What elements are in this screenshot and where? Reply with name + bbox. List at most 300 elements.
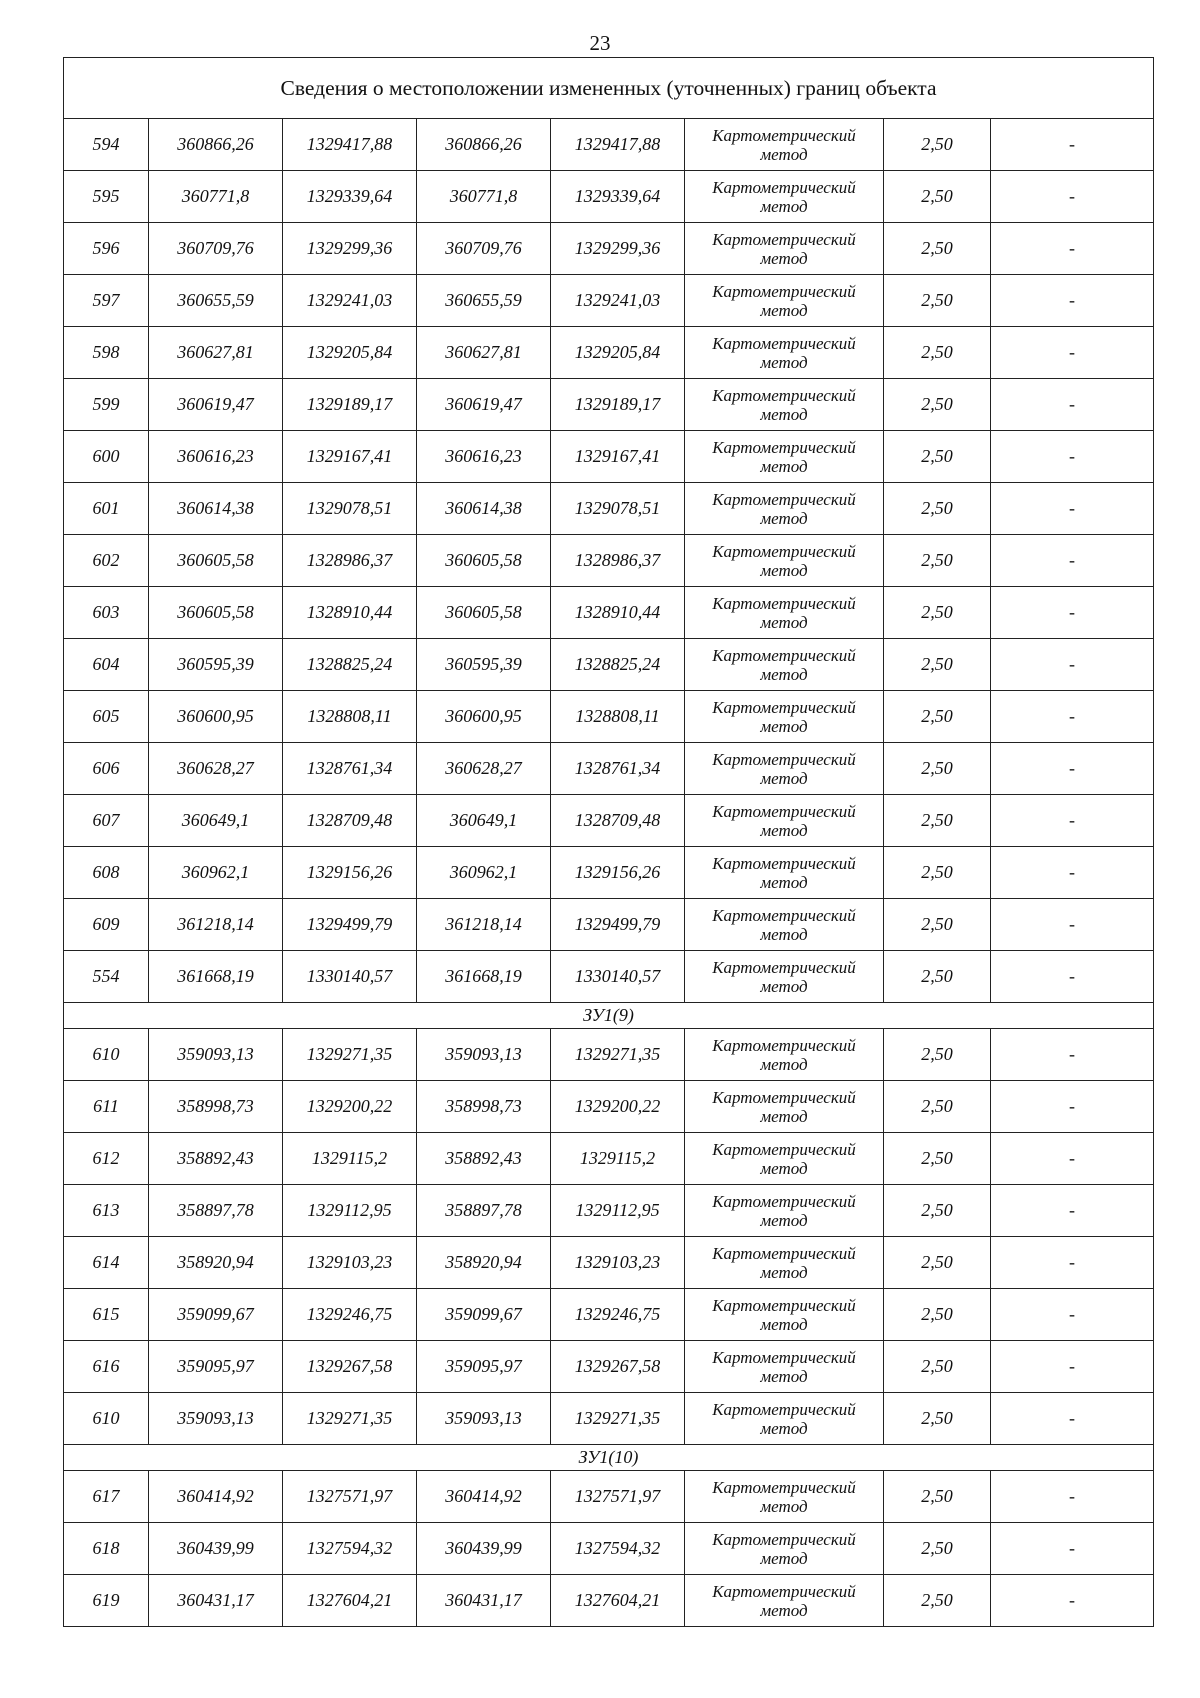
section-header-row [64, 1445, 1154, 1471]
refined-y-cell: 1329417,88 [551, 119, 685, 171]
refined-y-cell: 1329271,35 [551, 1029, 685, 1081]
method-line-1: Картометрический [712, 282, 856, 301]
method-line-2: метод [760, 925, 808, 944]
point-number-cell: 596 [64, 223, 149, 275]
method-line-2: метод [760, 1159, 808, 1178]
refined-x-cell: 360962,1 [417, 847, 551, 899]
point-number-cell: 610 [64, 1029, 149, 1081]
method-line-1: Картометрический [712, 1400, 856, 1419]
table-row [64, 743, 1154, 795]
method-cell [685, 275, 884, 327]
note-cell: - [991, 1523, 1154, 1575]
refined-x-cell: 358892,43 [417, 1133, 551, 1185]
point-number-cell: 610 [64, 1393, 149, 1445]
point-number-cell: 608 [64, 847, 149, 899]
method-line-1: Картометрический [712, 542, 856, 561]
existing-x-cell: 360655,59 [149, 275, 283, 327]
point-number-cell: 606 [64, 743, 149, 795]
refined-x-cell: 361668,19 [417, 951, 551, 1003]
refined-x-cell: 358897,78 [417, 1185, 551, 1237]
method-cell [685, 951, 884, 1003]
refined-x-cell: 359095,97 [417, 1341, 551, 1393]
accuracy-cell: 2,50 [884, 327, 991, 379]
method-cell [685, 379, 884, 431]
refined-x-cell: 360414,92 [417, 1471, 551, 1523]
existing-y-cell: 1329267,58 [283, 1341, 417, 1393]
section-label: ЗУ1(10) [64, 1445, 1154, 1471]
method-cell [685, 1081, 884, 1133]
method-line-2: метод [760, 1497, 808, 1516]
accuracy-cell: 2,50 [884, 535, 991, 587]
note-cell: - [991, 1471, 1154, 1523]
existing-x-cell: 359093,13 [149, 1029, 283, 1081]
refined-x-cell: 360771,8 [417, 171, 551, 223]
table-row [64, 119, 1154, 171]
refined-y-cell: 1329499,79 [551, 899, 685, 951]
note-cell: - [991, 535, 1154, 587]
method-cell [685, 743, 884, 795]
table-title-row [64, 58, 1154, 119]
method-line-1: Картометрический [712, 750, 856, 769]
table-row [64, 1237, 1154, 1289]
existing-x-cell: 360605,58 [149, 587, 283, 639]
table-row [64, 483, 1154, 535]
method-line-2: метод [760, 665, 808, 684]
method-line-2: метод [760, 561, 808, 580]
refined-y-cell: 1329339,64 [551, 171, 685, 223]
point-number-cell: 617 [64, 1471, 149, 1523]
accuracy-cell: 2,50 [884, 1341, 991, 1393]
method-line-1: Картометрический [712, 594, 856, 613]
accuracy-cell: 2,50 [884, 119, 991, 171]
table-row [64, 1185, 1154, 1237]
refined-y-cell: 1329246,75 [551, 1289, 685, 1341]
existing-y-cell: 1327571,97 [283, 1471, 417, 1523]
existing-x-cell: 359093,13 [149, 1393, 283, 1445]
note-cell: - [991, 899, 1154, 951]
note-cell: - [991, 691, 1154, 743]
method-cell [685, 119, 884, 171]
method-line-1: Картометрический [712, 1088, 856, 1107]
existing-x-cell: 358892,43 [149, 1133, 283, 1185]
refined-y-cell: 1329112,95 [551, 1185, 685, 1237]
existing-y-cell: 1327594,32 [283, 1523, 417, 1575]
method-line-2: метод [760, 1055, 808, 1074]
table-row [64, 587, 1154, 639]
existing-x-cell: 360616,23 [149, 431, 283, 483]
refined-x-cell: 360600,95 [417, 691, 551, 743]
refined-x-cell: 360655,59 [417, 275, 551, 327]
method-line-1: Картометрический [712, 386, 856, 405]
point-number-cell: 598 [64, 327, 149, 379]
method-line-1: Картометрический [712, 1478, 856, 1497]
point-number-cell: 615 [64, 1289, 149, 1341]
existing-x-cell: 359095,97 [149, 1341, 283, 1393]
method-cell [685, 1185, 884, 1237]
existing-x-cell: 361668,19 [149, 951, 283, 1003]
method-line-2: метод [760, 457, 808, 476]
accuracy-cell: 2,50 [884, 223, 991, 275]
method-line-1: Картометрический [712, 1348, 856, 1367]
accuracy-cell: 2,50 [884, 1185, 991, 1237]
table-row [64, 1081, 1154, 1133]
refined-x-cell: 358998,73 [417, 1081, 551, 1133]
method-line-2: метод [760, 769, 808, 788]
refined-y-cell: 1329189,17 [551, 379, 685, 431]
table-row [64, 275, 1154, 327]
note-cell: - [991, 1081, 1154, 1133]
point-number-cell: 602 [64, 535, 149, 587]
method-line-1: Картометрический [712, 906, 856, 925]
method-line-1: Картометрический [712, 698, 856, 717]
refined-x-cell: 360709,76 [417, 223, 551, 275]
method-line-1: Картометрический [712, 854, 856, 873]
method-line-1: Картометрический [712, 230, 856, 249]
existing-y-cell: 1327604,21 [283, 1575, 417, 1627]
existing-y-cell: 1329246,75 [283, 1289, 417, 1341]
method-line-1: Картометрический [712, 802, 856, 821]
accuracy-cell: 2,50 [884, 1289, 991, 1341]
existing-y-cell: 1329417,88 [283, 119, 417, 171]
refined-x-cell: 360866,26 [417, 119, 551, 171]
note-cell: - [991, 119, 1154, 171]
existing-y-cell: 1329299,36 [283, 223, 417, 275]
note-cell: - [991, 639, 1154, 691]
accuracy-cell: 2,50 [884, 795, 991, 847]
point-number-cell: 599 [64, 379, 149, 431]
method-cell [685, 431, 884, 483]
accuracy-cell: 2,50 [884, 1471, 991, 1523]
point-number-cell: 595 [64, 171, 149, 223]
note-cell: - [991, 379, 1154, 431]
refined-y-cell: 1328761,34 [551, 743, 685, 795]
method-cell [685, 1029, 884, 1081]
refined-y-cell: 1329200,22 [551, 1081, 685, 1133]
existing-x-cell: 360771,8 [149, 171, 283, 223]
method-line-2: метод [760, 249, 808, 268]
accuracy-cell: 2,50 [884, 431, 991, 483]
method-line-1: Картометрический [712, 1140, 856, 1159]
accuracy-cell: 2,50 [884, 275, 991, 327]
existing-y-cell: 1328761,34 [283, 743, 417, 795]
method-line-2: метод [760, 821, 808, 840]
method-line-2: метод [760, 1211, 808, 1230]
note-cell: - [991, 1237, 1154, 1289]
existing-y-cell: 1329078,51 [283, 483, 417, 535]
existing-x-cell: 360439,99 [149, 1523, 283, 1575]
accuracy-cell: 2,50 [884, 171, 991, 223]
method-cell [685, 795, 884, 847]
method-line-1: Картометрический [712, 334, 856, 353]
method-cell [685, 1341, 884, 1393]
table-row [64, 327, 1154, 379]
note-cell: - [991, 171, 1154, 223]
note-cell: - [991, 1575, 1154, 1627]
note-cell: - [991, 587, 1154, 639]
refined-x-cell: 360649,1 [417, 795, 551, 847]
note-cell: - [991, 951, 1154, 1003]
existing-y-cell: 1329112,95 [283, 1185, 417, 1237]
existing-y-cell: 1329241,03 [283, 275, 417, 327]
note-cell: - [991, 1185, 1154, 1237]
accuracy-cell: 2,50 [884, 1237, 991, 1289]
method-cell [685, 587, 884, 639]
accuracy-cell: 2,50 [884, 1523, 991, 1575]
table-row [64, 847, 1154, 899]
existing-x-cell: 358998,73 [149, 1081, 283, 1133]
existing-x-cell: 360600,95 [149, 691, 283, 743]
table-row [64, 1393, 1154, 1445]
method-cell [685, 1523, 884, 1575]
note-cell: - [991, 743, 1154, 795]
method-cell [685, 691, 884, 743]
note-cell: - [991, 847, 1154, 899]
section-header-row [64, 1003, 1154, 1029]
table-row [64, 1471, 1154, 1523]
method-line-1: Картометрический [712, 1192, 856, 1211]
point-number-cell: 554 [64, 951, 149, 1003]
point-number-cell: 613 [64, 1185, 149, 1237]
note-cell: - [991, 1393, 1154, 1445]
table-row [64, 951, 1154, 1003]
method-cell [685, 1471, 884, 1523]
existing-x-cell: 360431,17 [149, 1575, 283, 1627]
method-cell [685, 483, 884, 535]
point-number-cell: 607 [64, 795, 149, 847]
refined-x-cell: 360439,99 [417, 1523, 551, 1575]
accuracy-cell: 2,50 [884, 587, 991, 639]
method-line-2: метод [760, 1601, 808, 1620]
method-line-1: Картометрический [712, 490, 856, 509]
method-line-1: Картометрический [712, 126, 856, 145]
refined-y-cell: 1328910,44 [551, 587, 685, 639]
refined-y-cell: 1329167,41 [551, 431, 685, 483]
method-cell [685, 223, 884, 275]
method-line-1: Картометрический [712, 438, 856, 457]
accuracy-cell: 2,50 [884, 691, 991, 743]
table-row [64, 171, 1154, 223]
note-cell: - [991, 1341, 1154, 1393]
refined-y-cell: 1329156,26 [551, 847, 685, 899]
existing-y-cell: 1329103,23 [283, 1237, 417, 1289]
method-line-1: Картометрический [712, 1036, 856, 1055]
refined-y-cell: 1330140,57 [551, 951, 685, 1003]
refined-x-cell: 360605,58 [417, 587, 551, 639]
table-row [64, 431, 1154, 483]
accuracy-cell: 2,50 [884, 847, 991, 899]
table-row [64, 223, 1154, 275]
existing-x-cell: 359099,67 [149, 1289, 283, 1341]
accuracy-cell: 2,50 [884, 743, 991, 795]
table-row [64, 691, 1154, 743]
existing-x-cell: 360619,47 [149, 379, 283, 431]
table-row [64, 1575, 1154, 1627]
table-row [64, 379, 1154, 431]
refined-x-cell: 359093,13 [417, 1393, 551, 1445]
existing-y-cell: 1329115,2 [283, 1133, 417, 1185]
refined-x-cell: 361218,14 [417, 899, 551, 951]
table-row [64, 899, 1154, 951]
point-number-cell: 616 [64, 1341, 149, 1393]
refined-y-cell: 1328986,37 [551, 535, 685, 587]
refined-y-cell: 1329078,51 [551, 483, 685, 535]
refined-y-cell: 1328825,24 [551, 639, 685, 691]
method-line-2: метод [760, 1549, 808, 1568]
table-row [64, 1029, 1154, 1081]
accuracy-cell: 2,50 [884, 483, 991, 535]
point-number-cell: 609 [64, 899, 149, 951]
table-body [64, 58, 1154, 1627]
method-cell [685, 639, 884, 691]
method-cell [685, 1575, 884, 1627]
method-line-1: Картометрический [712, 1296, 856, 1315]
refined-x-cell: 360627,81 [417, 327, 551, 379]
refined-y-cell: 1329267,58 [551, 1341, 685, 1393]
note-cell: - [991, 483, 1154, 535]
refined-x-cell: 360616,23 [417, 431, 551, 483]
existing-y-cell: 1329200,22 [283, 1081, 417, 1133]
point-number-cell: 594 [64, 119, 149, 171]
table-row [64, 535, 1154, 587]
refined-y-cell: 1328808,11 [551, 691, 685, 743]
point-number-cell: 619 [64, 1575, 149, 1627]
existing-y-cell: 1329499,79 [283, 899, 417, 951]
accuracy-cell: 2,50 [884, 1393, 991, 1445]
method-line-2: метод [760, 1419, 808, 1438]
table-row [64, 1289, 1154, 1341]
table-row [64, 1133, 1154, 1185]
method-cell [685, 847, 884, 899]
refined-y-cell: 1329115,2 [551, 1133, 685, 1185]
existing-x-cell: 360866,26 [149, 119, 283, 171]
method-line-1: Картометрический [712, 1530, 856, 1549]
page-number: 23 [589, 31, 611, 55]
method-line-2: метод [760, 1367, 808, 1386]
method-line-1: Картометрический [712, 646, 856, 665]
refined-x-cell: 360431,17 [417, 1575, 551, 1627]
method-cell [685, 1289, 884, 1341]
method-line-1: Картометрический [712, 178, 856, 197]
note-cell: - [991, 1133, 1154, 1185]
refined-y-cell: 1327604,21 [551, 1575, 685, 1627]
method-line-2: метод [760, 353, 808, 372]
accuracy-cell: 2,50 [884, 1081, 991, 1133]
method-cell [685, 171, 884, 223]
point-number-cell: 597 [64, 275, 149, 327]
method-line-2: метод [760, 197, 808, 216]
note-cell: - [991, 327, 1154, 379]
point-number-cell: 611 [64, 1081, 149, 1133]
method-line-2: метод [760, 977, 808, 996]
existing-x-cell: 360628,27 [149, 743, 283, 795]
method-line-2: метод [760, 1263, 808, 1282]
note-cell: - [991, 223, 1154, 275]
boundary-coordinates-table [63, 57, 1154, 1627]
existing-x-cell: 360709,76 [149, 223, 283, 275]
method-cell [685, 1393, 884, 1445]
point-number-cell: 604 [64, 639, 149, 691]
existing-x-cell: 360595,39 [149, 639, 283, 691]
table-row [64, 1523, 1154, 1575]
existing-y-cell: 1329271,35 [283, 1393, 417, 1445]
refined-x-cell: 360605,58 [417, 535, 551, 587]
refined-y-cell: 1329103,23 [551, 1237, 685, 1289]
existing-y-cell: 1329205,84 [283, 327, 417, 379]
refined-y-cell: 1329271,35 [551, 1393, 685, 1445]
existing-x-cell: 360414,92 [149, 1471, 283, 1523]
point-number-cell: 614 [64, 1237, 149, 1289]
existing-x-cell: 358920,94 [149, 1237, 283, 1289]
point-number-cell: 618 [64, 1523, 149, 1575]
refined-y-cell: 1329299,36 [551, 223, 685, 275]
point-number-cell: 601 [64, 483, 149, 535]
table-row [64, 1341, 1154, 1393]
point-number-cell: 612 [64, 1133, 149, 1185]
existing-y-cell: 1329339,64 [283, 171, 417, 223]
existing-x-cell: 360627,81 [149, 327, 283, 379]
note-cell: - [991, 1029, 1154, 1081]
method-line-2: метод [760, 873, 808, 892]
method-line-2: метод [760, 1107, 808, 1126]
refined-x-cell: 359093,13 [417, 1029, 551, 1081]
accuracy-cell: 2,50 [884, 951, 991, 1003]
method-cell [685, 1133, 884, 1185]
existing-y-cell: 1328825,24 [283, 639, 417, 691]
accuracy-cell: 2,50 [884, 1029, 991, 1081]
note-cell: - [991, 795, 1154, 847]
method-line-1: Картометрический [712, 1582, 856, 1601]
existing-y-cell: 1329271,35 [283, 1029, 417, 1081]
existing-x-cell: 360605,58 [149, 535, 283, 587]
table-title: Сведения о местоположении измененных (уточненных) границ объекта [64, 58, 1154, 119]
accuracy-cell: 2,50 [884, 379, 991, 431]
existing-y-cell: 1329167,41 [283, 431, 417, 483]
existing-y-cell: 1328808,11 [283, 691, 417, 743]
refined-y-cell: 1327571,97 [551, 1471, 685, 1523]
table-row [64, 639, 1154, 691]
note-cell: - [991, 431, 1154, 483]
refined-y-cell: 1328709,48 [551, 795, 685, 847]
refined-x-cell: 360619,47 [417, 379, 551, 431]
existing-y-cell: 1330140,57 [283, 951, 417, 1003]
method-line-2: метод [760, 717, 808, 736]
accuracy-cell: 2,50 [884, 639, 991, 691]
method-line-2: метод [760, 405, 808, 424]
method-line-2: метод [760, 301, 808, 320]
refined-x-cell: 359099,67 [417, 1289, 551, 1341]
method-line-1: Картометрический [712, 958, 856, 977]
method-line-2: метод [760, 509, 808, 528]
note-cell: - [991, 275, 1154, 327]
refined-y-cell: 1329205,84 [551, 327, 685, 379]
accuracy-cell: 2,50 [884, 899, 991, 951]
existing-y-cell: 1329189,17 [283, 379, 417, 431]
existing-y-cell: 1328709,48 [283, 795, 417, 847]
method-line-2: метод [760, 145, 808, 164]
point-number-cell: 605 [64, 691, 149, 743]
refined-x-cell: 360628,27 [417, 743, 551, 795]
accuracy-cell: 2,50 [884, 1133, 991, 1185]
method-line-2: метод [760, 1315, 808, 1334]
method-line-2: метод [760, 613, 808, 632]
refined-x-cell: 360614,38 [417, 483, 551, 535]
point-number-cell: 603 [64, 587, 149, 639]
refined-x-cell: 358920,94 [417, 1237, 551, 1289]
section-label: ЗУ1(9) [64, 1003, 1154, 1029]
existing-x-cell: 360614,38 [149, 483, 283, 535]
note-cell: - [991, 1289, 1154, 1341]
existing-x-cell: 358897,78 [149, 1185, 283, 1237]
